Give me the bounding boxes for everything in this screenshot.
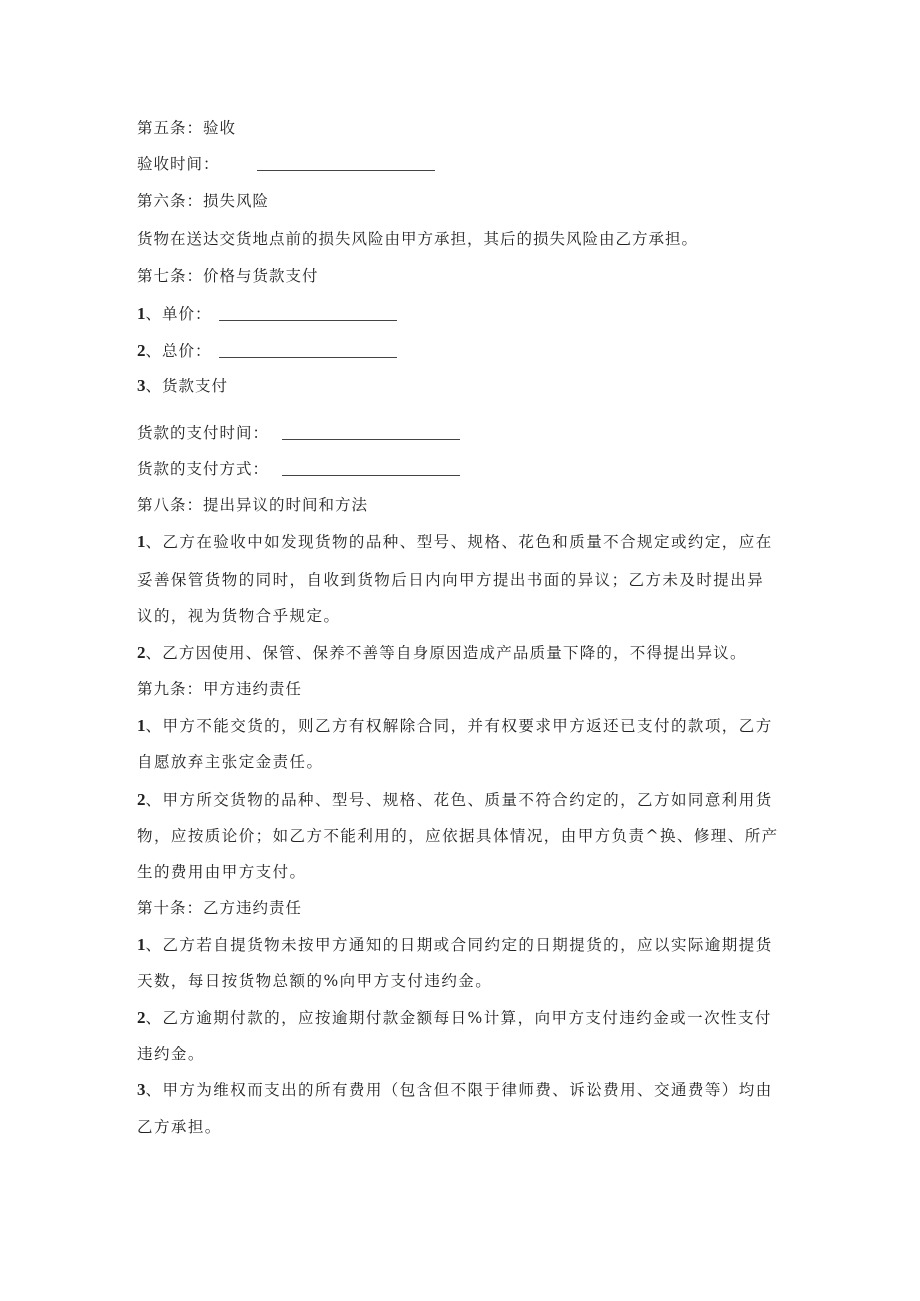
- article10-item1-line2: 天数，每日按货物总额的%向甲方支付违约金。: [137, 972, 493, 990]
- article9-item1-line1: [137, 716, 773, 736]
- article8-heading: 第八条：提出异议的时间和方法: [137, 496, 369, 514]
- item-number: 2: [137, 1008, 146, 1027]
- acceptance-time-blank[interactable]: [257, 156, 435, 171]
- payment-time-blank[interactable]: [282, 425, 460, 440]
- unit-price-row: [137, 304, 212, 324]
- acceptance-time-label: 验收时间：: [137, 155, 220, 173]
- payment-method-label: 货款的支付方式：: [137, 460, 270, 478]
- article9-heading: 第九条：甲方违约责任: [137, 680, 303, 698]
- item-number: 2: [137, 790, 146, 809]
- payment-row: [137, 376, 228, 396]
- article9-item1-line2: 自愿放弃主张定金责任。: [137, 753, 324, 771]
- item-number: 2: [137, 643, 146, 662]
- paragraph-text: 、乙方逾期付款的，应按逾期付款金额每日%计算，向甲方支付违约金或一次性支付: [145, 1009, 772, 1027]
- item-number: 1: [137, 304, 146, 323]
- total-price-blank[interactable]: [219, 343, 397, 358]
- item-number: 2: [137, 341, 146, 360]
- payment-label: 、货款支付: [145, 377, 229, 395]
- article9-item2-line2: 物，应按质论价；如乙方不能利用的，应依据具体情况，由甲方负责^换、修理、所产: [137, 827, 779, 845]
- item-number: 3: [137, 1080, 146, 1099]
- article9-item2-line3: 生的费用由甲方支付。: [137, 863, 307, 881]
- paragraph-text: 、乙方若自提货物未按甲方通知的日期或合同约定的日期提货的，应以实际逾期提货: [145, 936, 773, 954]
- article10-item1-line1: [137, 935, 773, 955]
- article7-heading: 第七条：价格与货款支付: [137, 267, 319, 285]
- article8-item1-line1: [137, 532, 773, 552]
- paragraph-text: 、甲方为维权而支出的所有费用（包含但不限于律师费、诉讼费用、交通费等）均由: [145, 1081, 773, 1099]
- item-number: 1: [137, 935, 146, 954]
- paragraph-text: 、甲方不能交货的，则乙方有权解除合同，并有权要求甲方返还已支付的款项，乙方: [145, 717, 773, 735]
- total-price-label: 、总价：: [145, 342, 212, 360]
- payment-time-label: 货款的支付时间：: [137, 424, 270, 442]
- article8-item2-line1: [137, 643, 747, 663]
- paragraph-text: 、乙方在验收中如发现货物的品种、型号、规格、花色和质量不合规定或约定，应在: [145, 533, 773, 551]
- payment-time-row: [137, 423, 269, 443]
- total-price-row: [137, 341, 212, 361]
- article10-item2-line2: 违约金。: [137, 1045, 205, 1063]
- article6-heading: 第六条：损失风险: [137, 192, 270, 210]
- article9-item2-line1: [137, 790, 773, 810]
- item-number: 1: [137, 716, 146, 735]
- article6-text: 货物在送达交货地点前的损失风险由甲方承担，其后的损失风险由乙方承担。: [137, 230, 699, 248]
- acceptance-time-row: [137, 154, 220, 174]
- article10-item2-line1: [137, 1008, 772, 1028]
- paragraph-text: 、甲方所交货物的品种、型号、规格、花色、质量不符合约定的，乙方如同意利用货: [145, 791, 773, 809]
- article10-item3-line2: 乙方承担。: [137, 1118, 222, 1136]
- article8-item1-line3: 议的，视为货物合乎规定。: [137, 607, 341, 625]
- payment-method-row: [137, 459, 269, 479]
- article10-item3-line1: [137, 1080, 773, 1100]
- unit-price-label: 、单价：: [145, 305, 212, 323]
- item-number: 1: [137, 532, 146, 551]
- item-number: 3: [137, 376, 146, 395]
- article8-item1-line2: 妥善保管货物的同时，自收到货物后日内向甲方提出书面的异议；乙方未及时提出异: [137, 571, 765, 589]
- unit-price-blank[interactable]: [219, 306, 397, 321]
- article10-heading: 第十条：乙方违约责任: [137, 899, 303, 917]
- article5-heading: 第五条：验收: [137, 119, 237, 137]
- payment-method-blank[interactable]: [282, 461, 460, 476]
- paragraph-text: 、乙方因使用、保管、保养不善等自身原因造成产品质量下降的，不得提出异议。: [145, 644, 747, 662]
